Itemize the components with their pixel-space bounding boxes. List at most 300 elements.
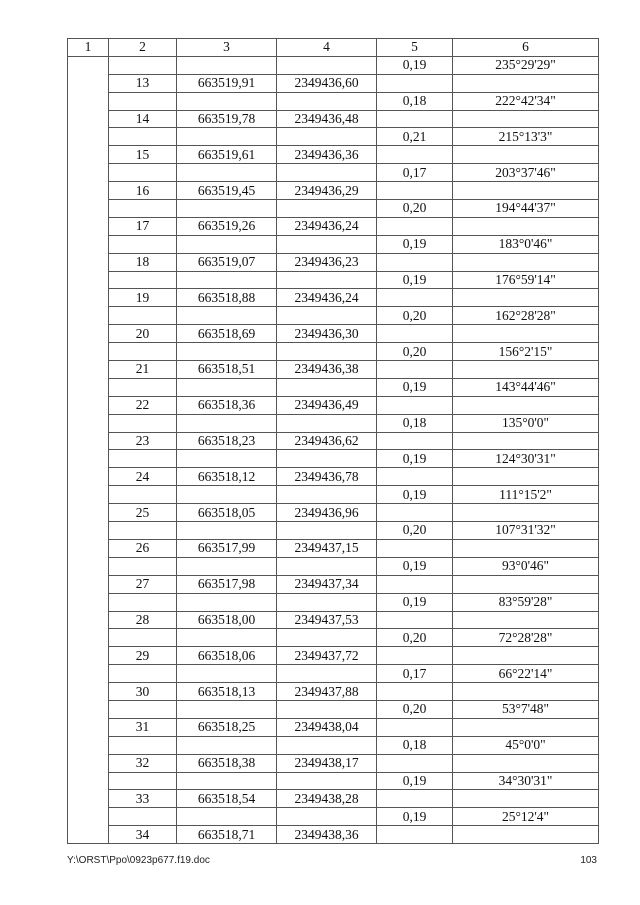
bearing-cell: [453, 110, 599, 128]
y-coordinate-cell: [277, 271, 377, 289]
distance-cell: 0,21: [377, 128, 453, 146]
table-row: [68, 378, 599, 396]
point-number-cell: [109, 307, 177, 325]
bearing-cell: [453, 146, 599, 164]
point-number-cell: 14: [109, 110, 177, 128]
y-coordinate-cell: [277, 629, 377, 647]
distance-cell: [377, 325, 453, 343]
point-number-cell: 20: [109, 325, 177, 343]
section-cell: [68, 217, 109, 235]
table-row: [68, 736, 599, 754]
bearing-cell: 162°28'28": [453, 307, 599, 325]
x-coordinate-cell: 663517,98: [177, 575, 277, 593]
point-number-cell: 16: [109, 182, 177, 200]
distance-cell: 0,19: [377, 772, 453, 790]
distance-cell: [377, 647, 453, 665]
section-cell: [68, 790, 109, 808]
table-row: [68, 826, 599, 844]
bearing-cell: 135°0'0": [453, 414, 599, 432]
y-coordinate-cell: [277, 593, 377, 611]
point-number-cell: [109, 200, 177, 218]
header-cell: 4: [277, 39, 377, 57]
point-number-cell: 24: [109, 468, 177, 486]
point-number-cell: 32: [109, 754, 177, 772]
bearing-cell: [453, 611, 599, 629]
bearing-cell: [453, 74, 599, 92]
section-cell: [68, 110, 109, 128]
y-coordinate-cell: [277, 736, 377, 754]
table-row: [68, 110, 599, 128]
table-row: [68, 200, 599, 218]
table-row: [68, 307, 599, 325]
table-row: [68, 253, 599, 271]
x-coordinate-cell: [177, 772, 277, 790]
point-number-cell: [109, 629, 177, 647]
x-coordinate-cell: [177, 128, 277, 146]
y-coordinate-cell: [277, 450, 377, 468]
y-coordinate-cell: [277, 414, 377, 432]
section-cell: [68, 683, 109, 701]
point-number-cell: 15: [109, 146, 177, 164]
section-cell: [68, 700, 109, 718]
header-cell: 6: [453, 39, 599, 57]
y-coordinate-cell: [277, 665, 377, 683]
y-coordinate-cell: 2349436,24: [277, 289, 377, 307]
distance-cell: 0,18: [377, 92, 453, 110]
bearing-cell: [453, 182, 599, 200]
bearing-cell: 194°44'37": [453, 200, 599, 218]
point-number-cell: 13: [109, 74, 177, 92]
distance-cell: 0,19: [377, 378, 453, 396]
section-cell: [68, 307, 109, 325]
distance-cell: [377, 289, 453, 307]
distance-cell: [377, 74, 453, 92]
y-coordinate-cell: 2349436,62: [277, 432, 377, 450]
x-coordinate-cell: 663518,23: [177, 432, 277, 450]
y-coordinate-cell: [277, 557, 377, 575]
distance-cell: [377, 575, 453, 593]
distance-cell: [377, 504, 453, 522]
y-coordinate-cell: [277, 808, 377, 826]
y-coordinate-cell: 2349438,04: [277, 718, 377, 736]
point-number-cell: [109, 414, 177, 432]
x-coordinate-cell: [177, 271, 277, 289]
bearing-cell: [453, 647, 599, 665]
x-coordinate-cell: 663519,91: [177, 74, 277, 92]
x-coordinate-cell: 663519,45: [177, 182, 277, 200]
point-number-cell: [109, 486, 177, 504]
x-coordinate-cell: [177, 522, 277, 540]
bearing-cell: 107°31'32": [453, 522, 599, 540]
section-cell: [68, 361, 109, 379]
distance-cell: 0,18: [377, 414, 453, 432]
section-cell: [68, 235, 109, 253]
section-cell: [68, 164, 109, 182]
x-coordinate-cell: [177, 629, 277, 647]
y-coordinate-cell: 2349438,17: [277, 754, 377, 772]
section-cell: [68, 343, 109, 361]
y-coordinate-cell: 2349437,72: [277, 647, 377, 665]
distance-cell: [377, 361, 453, 379]
section-cell: [68, 182, 109, 200]
x-coordinate-cell: [177, 378, 277, 396]
header-cell: 3: [177, 39, 277, 57]
distance-cell: 0,19: [377, 56, 453, 74]
distance-cell: 0,17: [377, 665, 453, 683]
y-coordinate-cell: [277, 378, 377, 396]
coordinates-table: [67, 38, 599, 844]
bearing-cell: [453, 289, 599, 307]
x-coordinate-cell: [177, 736, 277, 754]
point-number-cell: 31: [109, 718, 177, 736]
section-cell: [68, 468, 109, 486]
point-number-cell: [109, 378, 177, 396]
point-number-cell: 33: [109, 790, 177, 808]
point-number-cell: [109, 164, 177, 182]
section-cell: [68, 146, 109, 164]
y-coordinate-cell: [277, 56, 377, 74]
distance-cell: [377, 396, 453, 414]
point-number-cell: 25: [109, 504, 177, 522]
point-number-cell: 21: [109, 361, 177, 379]
y-coordinate-cell: [277, 486, 377, 504]
y-coordinate-cell: [277, 128, 377, 146]
distance-cell: [377, 432, 453, 450]
distance-cell: [377, 754, 453, 772]
distance-cell: 0,19: [377, 486, 453, 504]
y-coordinate-cell: [277, 343, 377, 361]
bearing-cell: [453, 754, 599, 772]
x-coordinate-cell: 663518,05: [177, 504, 277, 522]
section-cell: [68, 522, 109, 540]
distance-cell: [377, 826, 453, 844]
table-row: [68, 361, 599, 379]
table-row: [68, 432, 599, 450]
table-row: [68, 289, 599, 307]
distance-cell: 0,20: [377, 307, 453, 325]
section-cell: [68, 378, 109, 396]
y-coordinate-cell: 2349437,34: [277, 575, 377, 593]
distance-cell: 0,19: [377, 593, 453, 611]
x-coordinate-cell: [177, 808, 277, 826]
x-coordinate-cell: [177, 56, 277, 74]
x-coordinate-cell: 663518,06: [177, 647, 277, 665]
bearing-cell: 53°7'48": [453, 700, 599, 718]
point-number-cell: [109, 593, 177, 611]
x-coordinate-cell: [177, 92, 277, 110]
point-number-cell: 19: [109, 289, 177, 307]
section-cell: [68, 593, 109, 611]
table-row: [68, 593, 599, 611]
section-cell: [68, 414, 109, 432]
table-row: [68, 683, 599, 701]
bearing-cell: [453, 396, 599, 414]
distance-cell: [377, 683, 453, 701]
x-coordinate-cell: [177, 665, 277, 683]
bearing-cell: [453, 253, 599, 271]
point-number-cell: [109, 343, 177, 361]
bearing-cell: 215°13'3": [453, 128, 599, 146]
x-coordinate-cell: [177, 235, 277, 253]
section-cell: [68, 772, 109, 790]
distance-cell: 0,20: [377, 700, 453, 718]
point-number-cell: 28: [109, 611, 177, 629]
x-coordinate-cell: 663518,38: [177, 754, 277, 772]
table-row: [68, 74, 599, 92]
section-cell: [68, 647, 109, 665]
point-number-cell: [109, 92, 177, 110]
y-coordinate-cell: 2349436,29: [277, 182, 377, 200]
bearing-cell: [453, 217, 599, 235]
table-row: [68, 611, 599, 629]
distance-cell: [377, 253, 453, 271]
distance-cell: [377, 217, 453, 235]
point-number-cell: 27: [109, 575, 177, 593]
distance-cell: 0,19: [377, 450, 453, 468]
point-number-cell: [109, 700, 177, 718]
bearing-cell: [453, 361, 599, 379]
section-cell: [68, 808, 109, 826]
distance-cell: [377, 539, 453, 557]
x-coordinate-cell: [177, 343, 277, 361]
header-cell: 5: [377, 39, 453, 57]
point-number-cell: [109, 665, 177, 683]
section-cell: [68, 539, 109, 557]
x-coordinate-cell: [177, 486, 277, 504]
x-coordinate-cell: 663519,26: [177, 217, 277, 235]
x-coordinate-cell: [177, 450, 277, 468]
bearing-cell: 66°22'14": [453, 665, 599, 683]
point-number-cell: 30: [109, 683, 177, 701]
point-number-cell: 22: [109, 396, 177, 414]
distance-cell: 0,19: [377, 271, 453, 289]
x-coordinate-cell: 663518,00: [177, 611, 277, 629]
table-row: [68, 217, 599, 235]
y-coordinate-cell: 2349436,36: [277, 146, 377, 164]
point-number-cell: [109, 772, 177, 790]
x-coordinate-cell: 663518,36: [177, 396, 277, 414]
x-coordinate-cell: 663518,13: [177, 683, 277, 701]
section-cell: [68, 826, 109, 844]
distance-cell: 0,18: [377, 736, 453, 754]
distance-cell: 0,19: [377, 808, 453, 826]
section-cell: [68, 396, 109, 414]
x-coordinate-cell: 663519,78: [177, 110, 277, 128]
x-coordinate-cell: 663518,88: [177, 289, 277, 307]
distance-cell: 0,20: [377, 200, 453, 218]
y-coordinate-cell: [277, 772, 377, 790]
document-path: Y:\ORST\Ppo\0923p677.f19.doc: [67, 855, 210, 866]
section-cell: [68, 450, 109, 468]
y-coordinate-cell: 2349437,15: [277, 539, 377, 557]
table-row: [68, 182, 599, 200]
page-number: 103: [580, 855, 597, 866]
table-row: [68, 629, 599, 647]
section-cell: [68, 271, 109, 289]
y-coordinate-cell: 2349436,96: [277, 504, 377, 522]
bearing-cell: [453, 432, 599, 450]
table-row: [68, 396, 599, 414]
table-row: [68, 343, 599, 361]
table-row: [68, 271, 599, 289]
x-coordinate-cell: 663518,69: [177, 325, 277, 343]
table-row: [68, 700, 599, 718]
bearing-cell: [453, 826, 599, 844]
table-row: [68, 128, 599, 146]
y-coordinate-cell: [277, 522, 377, 540]
x-coordinate-cell: [177, 593, 277, 611]
x-coordinate-cell: [177, 557, 277, 575]
table-row: [68, 772, 599, 790]
point-number-cell: [109, 235, 177, 253]
section-cell: [68, 718, 109, 736]
distance-cell: [377, 146, 453, 164]
point-number-cell: [109, 128, 177, 146]
point-number-cell: [109, 522, 177, 540]
header-row: [68, 39, 599, 57]
y-coordinate-cell: [277, 92, 377, 110]
table-row: [68, 56, 599, 74]
bearing-cell: 83°59'28": [453, 593, 599, 611]
distance-cell: 0,17: [377, 164, 453, 182]
table-row: [68, 504, 599, 522]
section-cell: [68, 575, 109, 593]
y-coordinate-cell: 2349437,88: [277, 683, 377, 701]
table-row: [68, 790, 599, 808]
x-coordinate-cell: 663519,61: [177, 146, 277, 164]
section-cell: [68, 253, 109, 271]
y-coordinate-cell: 2349436,49: [277, 396, 377, 414]
section-cell: [68, 504, 109, 522]
bearing-cell: [453, 790, 599, 808]
y-coordinate-cell: 2349436,38: [277, 361, 377, 379]
table-row: [68, 665, 599, 683]
x-coordinate-cell: 663519,07: [177, 253, 277, 271]
table-row: [68, 146, 599, 164]
table-row: [68, 486, 599, 504]
distance-cell: 0,20: [377, 522, 453, 540]
table-row: [68, 450, 599, 468]
bearing-cell: 235°29'29": [453, 56, 599, 74]
point-number-cell: [109, 271, 177, 289]
x-coordinate-cell: [177, 307, 277, 325]
bearing-cell: 93°0'46": [453, 557, 599, 575]
table-row: [68, 92, 599, 110]
x-coordinate-cell: 663518,54: [177, 790, 277, 808]
point-number-cell: [109, 808, 177, 826]
y-coordinate-cell: 2349436,60: [277, 74, 377, 92]
bearing-cell: [453, 683, 599, 701]
section-cell: [68, 289, 109, 307]
distance-cell: [377, 110, 453, 128]
y-coordinate-cell: 2349436,78: [277, 468, 377, 486]
x-coordinate-cell: [177, 200, 277, 218]
x-coordinate-cell: 663517,99: [177, 539, 277, 557]
distance-cell: [377, 611, 453, 629]
y-coordinate-cell: 2349436,48: [277, 110, 377, 128]
table-row: [68, 808, 599, 826]
bearing-cell: 176°59'14": [453, 271, 599, 289]
distance-cell: 0,20: [377, 343, 453, 361]
x-coordinate-cell: 663518,51: [177, 361, 277, 379]
bearing-cell: 203°37'46": [453, 164, 599, 182]
point-number-cell: [109, 557, 177, 575]
table-row: [68, 164, 599, 182]
point-number-cell: 23: [109, 432, 177, 450]
point-number-cell: [109, 56, 177, 74]
distance-cell: [377, 468, 453, 486]
y-coordinate-cell: [277, 235, 377, 253]
y-coordinate-cell: [277, 164, 377, 182]
bearing-cell: 34°30'31": [453, 772, 599, 790]
section-cell: [68, 74, 109, 92]
x-coordinate-cell: 663518,12: [177, 468, 277, 486]
y-coordinate-cell: 2349436,24: [277, 217, 377, 235]
x-coordinate-cell: [177, 164, 277, 182]
point-number-cell: [109, 736, 177, 754]
table-row: [68, 575, 599, 593]
table-row: [68, 522, 599, 540]
section-cell: [68, 486, 109, 504]
point-number-cell: 29: [109, 647, 177, 665]
table-row: [68, 754, 599, 772]
table-row: [68, 325, 599, 343]
bearing-cell: 25°12'4": [453, 808, 599, 826]
bearing-cell: 111°15'2": [453, 486, 599, 504]
bearing-cell: [453, 468, 599, 486]
y-coordinate-cell: [277, 700, 377, 718]
bearing-cell: 183°0'46": [453, 235, 599, 253]
table-row: [68, 235, 599, 253]
table-row: [68, 468, 599, 486]
section-cell: [68, 128, 109, 146]
section-cell: [68, 56, 109, 74]
bearing-cell: 222°42'34": [453, 92, 599, 110]
bearing-cell: 45°0'0": [453, 736, 599, 754]
x-coordinate-cell: [177, 414, 277, 432]
section-cell: [68, 629, 109, 647]
distance-cell: [377, 718, 453, 736]
x-coordinate-cell: 663518,25: [177, 718, 277, 736]
x-coordinate-cell: 663518,71: [177, 826, 277, 844]
y-coordinate-cell: 2349437,53: [277, 611, 377, 629]
y-coordinate-cell: 2349438,36: [277, 826, 377, 844]
y-coordinate-cell: 2349436,30: [277, 325, 377, 343]
section-cell: [68, 557, 109, 575]
distance-cell: [377, 182, 453, 200]
bearing-cell: 143°44'46": [453, 378, 599, 396]
bearing-cell: [453, 539, 599, 557]
y-coordinate-cell: [277, 307, 377, 325]
section-cell: [68, 754, 109, 772]
x-coordinate-cell: [177, 700, 277, 718]
section-cell: [68, 665, 109, 683]
bearing-cell: [453, 504, 599, 522]
bearing-cell: 156°2'15": [453, 343, 599, 361]
y-coordinate-cell: 2349438,28: [277, 790, 377, 808]
distance-cell: [377, 790, 453, 808]
table-row: [68, 718, 599, 736]
y-coordinate-cell: 2349436,23: [277, 253, 377, 271]
section-cell: [68, 432, 109, 450]
distance-cell: 0,19: [377, 235, 453, 253]
point-number-cell: 26: [109, 539, 177, 557]
point-number-cell: 34: [109, 826, 177, 844]
table-row: [68, 539, 599, 557]
header-cell: 2: [109, 39, 177, 57]
bearing-cell: [453, 325, 599, 343]
point-number-cell: 17: [109, 217, 177, 235]
